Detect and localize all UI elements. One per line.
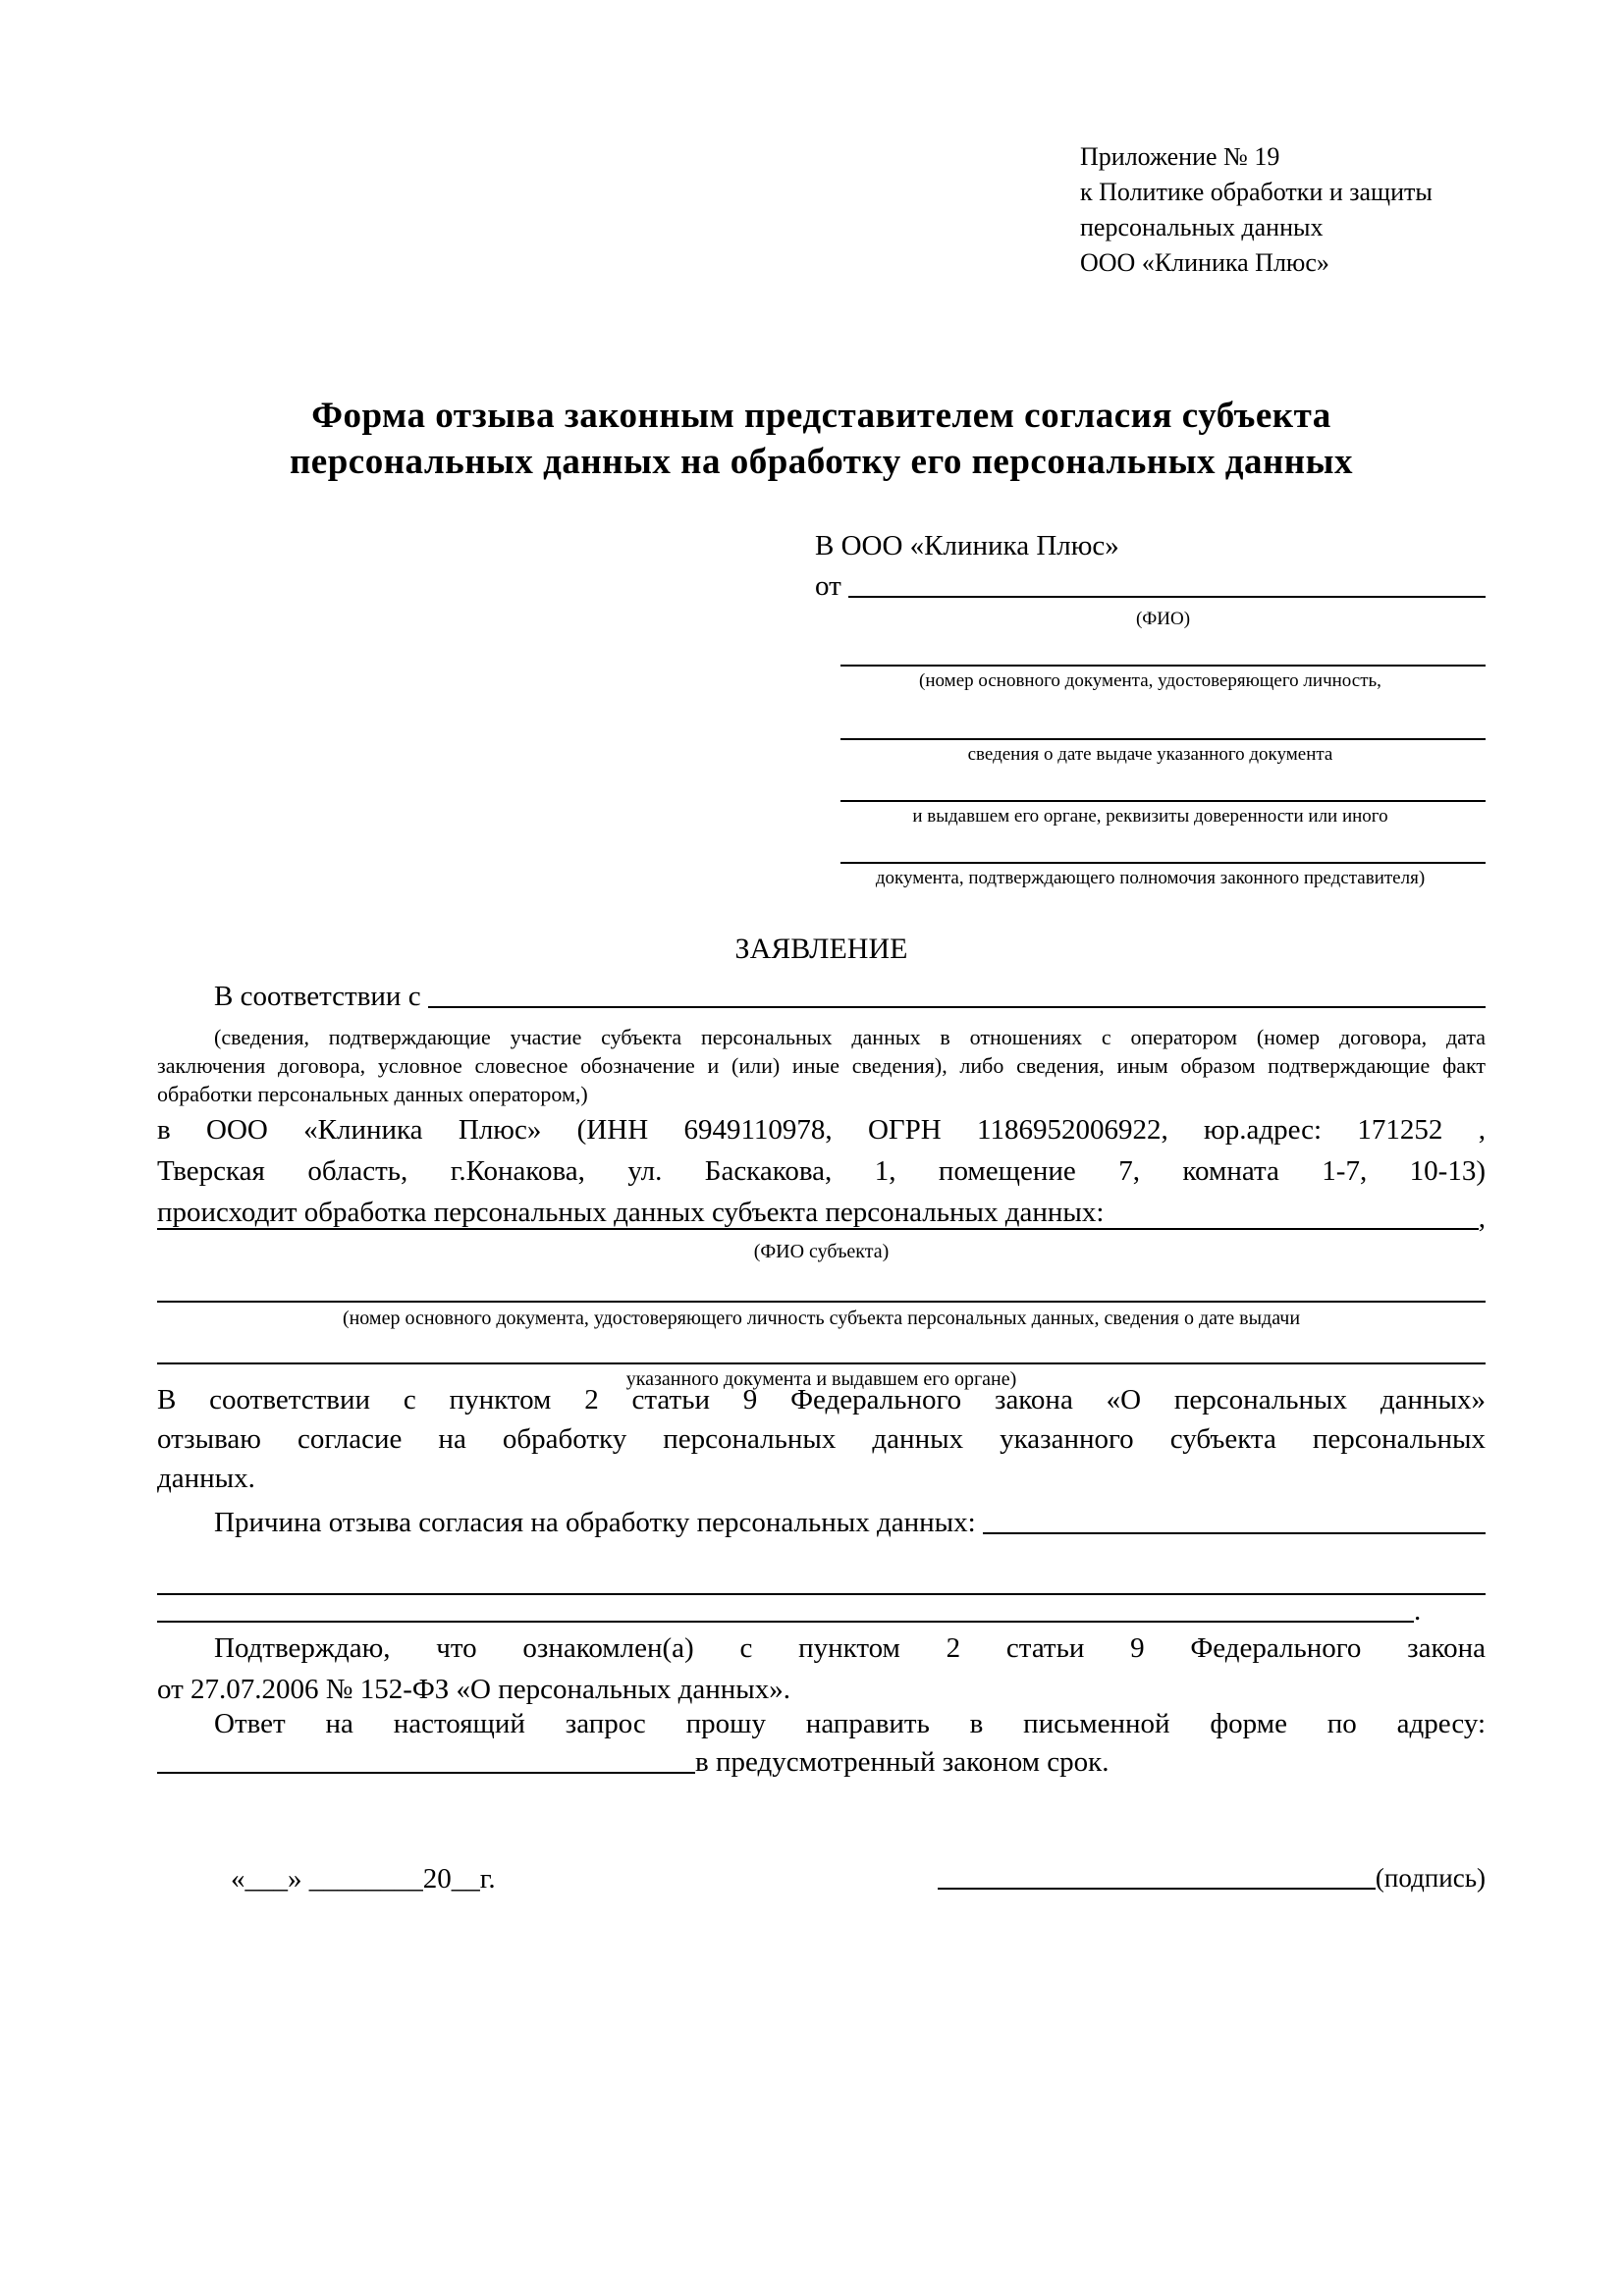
operator-paragraph-line-3: происходит обработка персональных данных субъекта персональных данных: xyxy=(157,1197,1105,1228)
signature-blank-line xyxy=(938,1888,1376,1890)
operator-paragraph-line-1: в ООО «Клиника Плюс» (ИНН 6949110978, ОГРН 1186952006922, юр.адрес: 171252 , xyxy=(157,1114,1486,1146)
addressee-from-row xyxy=(815,567,1486,603)
confirmation-paragraph xyxy=(157,1628,1486,1710)
subject-name-trailing-comma: , xyxy=(1478,1202,1486,1234)
confirmation-paragraph-line-1: Подтверждаю, что ознакомлен(а) с пунктом 2 статьи 9 Федерального закона xyxy=(214,1632,1486,1664)
withdrawal-paragraph-line-3: данных. xyxy=(157,1463,255,1494)
authority-document-blank-line xyxy=(840,830,1486,864)
annex-header-line-1: Приложение № 19 xyxy=(1080,142,1280,171)
representative-document-caption-2: сведения о дате выдаче указанного документа xyxy=(967,744,1333,765)
subject-document-caption-1: (номер основного документа, удостоверяющего личность субъекта персональных данных, сведения о дате выдачи xyxy=(342,1308,1301,1329)
reason-continuation-blank-line xyxy=(157,1562,1486,1595)
document-issue-date-blank-line xyxy=(840,707,1486,740)
reason-final-blank-line xyxy=(157,1621,1414,1623)
representative-document-caption-3: и выдавшем его органе, реквизиты доверенности или иного xyxy=(912,806,1388,827)
reply-address-blank-line xyxy=(157,1772,695,1774)
subject-document-caption-2: указанного документа и выдавшем его органе) xyxy=(625,1368,1017,1390)
annex-header-line-3: персональных данных xyxy=(1080,213,1324,241)
reply-request-line-1: Ответ на настоящий запрос прошу направить в письменной форме по адресу: xyxy=(214,1708,1486,1739)
signature-row xyxy=(938,1861,1486,1895)
basis-blank-line xyxy=(428,1006,1486,1008)
reply-request-line-2 xyxy=(157,1743,1486,1779)
withdrawal-paragraph-line-2: отзываю согласие на обработку персональных данных указанного субъекта персональных xyxy=(157,1423,1486,1455)
annex-header xyxy=(1080,139,1433,281)
withdrawal-paragraph xyxy=(157,1380,1486,1498)
representative-document-caption-4: документа, подтверждающего полномочия законного представителя) xyxy=(875,868,1426,888)
representative-name-blank-line xyxy=(848,596,1486,598)
addressee-to: В ООО «Клиника Плюс» xyxy=(815,530,1119,561)
reply-request-tail: в предусмотренный законом срок. xyxy=(695,1746,1110,1778)
confirmation-paragraph-line-2: от 27.07.2006 № 152-ФЗ «О персональных данных». xyxy=(157,1674,791,1705)
subject-name-row xyxy=(157,1203,1486,1235)
intro-note-line-3: обработки персональных данных оператором,) xyxy=(157,1082,588,1106)
signature-caption: (подпись) xyxy=(1375,1863,1486,1893)
intro-note-line-2: заключения договора, условное словесное обозначение и (или) иные сведения), либо сведения, иным образом подтверждающие факт xyxy=(157,1053,1486,1078)
representative-document-blank-line xyxy=(840,633,1486,667)
reason-final-row xyxy=(157,1596,1486,1628)
intro-note xyxy=(157,1023,1486,1108)
reason-blank-line xyxy=(983,1532,1486,1534)
date-line: «___» ________20__г. xyxy=(231,1863,496,1895)
withdrawal-paragraph-line-1: В соответствии с пунктом 2 статьи 9 Федерального закона «О персональных данных» xyxy=(157,1384,1486,1415)
statement-intro-row xyxy=(157,976,1486,1013)
annex-header-line-2: к Политике обработки и защиты xyxy=(1080,178,1433,206)
reason-final-period: . xyxy=(1414,1595,1422,1627)
document-title-line-1: Форма отзыва законным представителем согласия субъекта xyxy=(311,396,1331,436)
annex-header-line-4: ООО «Клиника Плюс» xyxy=(1080,248,1329,277)
subject-fio-caption: (ФИО субъекта) xyxy=(753,1241,890,1262)
document-title-line-2: персональных данных на обработку его персональных данных xyxy=(289,442,1353,482)
document-title xyxy=(157,393,1486,485)
from-label: от xyxy=(815,570,841,602)
intro-note-line-1: (сведения, подтверждающие участие субъекта персональных данных в отношениях с оператором (номер договора, дата xyxy=(214,1025,1486,1049)
subject-document-blank-line xyxy=(157,1269,1486,1303)
fio-caption: (ФИО) xyxy=(1135,609,1191,629)
issuing-authority-blank-line xyxy=(840,769,1486,802)
operator-paragraph-line-2: Тверская область, г.Конакова, ул. Баскакова, 1, помещение 7, комната 1-7, 10-13) xyxy=(157,1155,1486,1187)
reason-label: Причина отзыва согласия на обработку персональных данных: xyxy=(214,1507,976,1538)
subject-document-issuer-blank-line xyxy=(157,1331,1486,1364)
reason-row xyxy=(157,1500,1486,1539)
intro-label: В соответствии с xyxy=(214,981,421,1012)
statement-heading: ЗАЯВЛЕНИЕ xyxy=(734,933,908,965)
subject-name-blank-line xyxy=(157,1228,1479,1230)
representative-document-caption-1: (номер основного документа, удостоверяющего личность, xyxy=(919,670,1381,691)
